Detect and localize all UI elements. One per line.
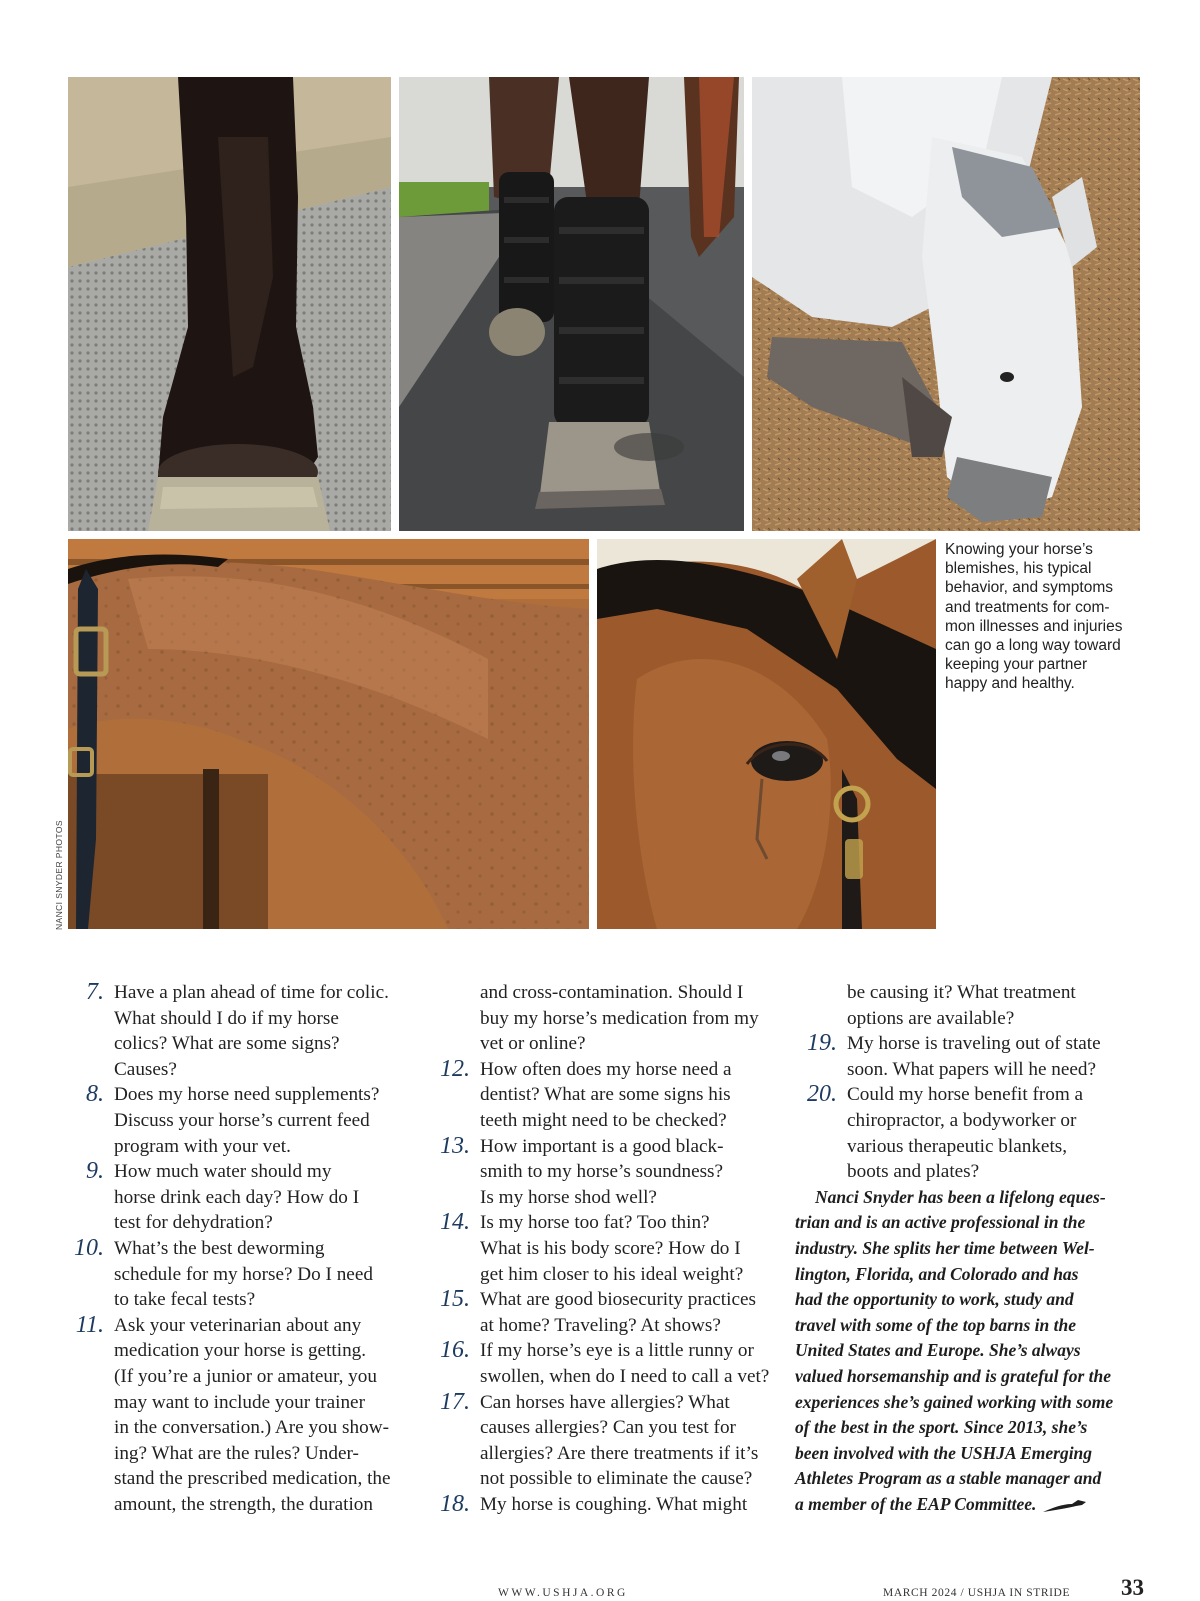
text-line: What’s the best deworming <box>114 1237 325 1259</box>
text-line: to take fecal tests? <box>114 1289 256 1311</box>
text-line: soon. What papers will he need? <box>847 1058 1097 1080</box>
article-column-2 <box>428 980 794 1517</box>
text-line: United States and Europe. She’s always <box>795 1340 1081 1361</box>
caption-line: Knowing your horse’s <box>945 541 1093 558</box>
text-line: How often does my horse need a <box>480 1058 732 1080</box>
question-number: 14. <box>440 1209 470 1236</box>
question-item <box>795 1082 1147 1184</box>
text-line: What are good biosecurity practices <box>480 1289 756 1311</box>
text-line: (If you’re a junior or amateur, you <box>114 1365 377 1387</box>
photo-horse-eye-closeup <box>597 539 936 929</box>
question-item <box>795 1031 1147 1082</box>
question-item <box>428 1134 794 1211</box>
text-line: chiropractor, a bodyworker or <box>847 1109 1077 1131</box>
question-number: 19. <box>807 1030 837 1057</box>
text-line: swollen, when do I need to call a vet? <box>480 1365 770 1387</box>
question-number: 8. <box>86 1081 104 1108</box>
text-line: experiences she’s gained working with some <box>795 1391 1114 1412</box>
text-line: smith to my horse’s soundness? <box>480 1161 724 1183</box>
text-line: Can horses have allergies? What <box>480 1391 730 1413</box>
text-line: teeth might need to be checked? <box>480 1109 727 1131</box>
page-number: 33 <box>1121 1575 1144 1600</box>
text-line: and cross-contamination. Should I <box>480 982 744 1003</box>
text-line: dentist? What are some signs his <box>480 1084 731 1106</box>
question-item <box>62 1236 422 1313</box>
text-line: horse drink each day? How do I <box>114 1186 360 1208</box>
caption-line: can go a long way toward <box>945 637 1121 655</box>
text-line: amount, the strength, the duration <box>114 1493 373 1515</box>
text-line: schedule for my horse? Do I need <box>114 1263 373 1285</box>
question-number: 15. <box>440 1286 470 1313</box>
caption-line: behavior, and symptoms <box>945 579 1114 597</box>
text-line: may want to include your trainer <box>114 1391 365 1413</box>
text-line: in the conversation.) Are you show- <box>114 1417 389 1439</box>
text-line: industry. She splits her time between Wel- <box>795 1237 1095 1258</box>
footer-website: WWW.USHJA.ORG <box>498 1587 628 1599</box>
photo-caption <box>945 540 1145 694</box>
footer-issue: MARCH 2024 / USHJA IN STRIDE <box>883 1587 1071 1599</box>
question-number: 11. <box>75 1311 104 1338</box>
continued-text <box>795 980 1147 1031</box>
text-line: Athletes Program as a stable manager and <box>795 1468 1102 1489</box>
text-line: boots and plates? <box>847 1161 980 1183</box>
text-line: stand the prescribed medication, the <box>114 1468 391 1490</box>
text-line: Is my horse shod well? <box>480 1186 657 1208</box>
caption-line: mon illnesses and injuries <box>945 617 1123 635</box>
text-line: ing? What are the rules? Under- <box>114 1442 359 1464</box>
text-line: been involved with the USHJA Emerging <box>795 1442 1093 1463</box>
question-item <box>62 1313 422 1518</box>
text-line: get him closer to his ideal weight? <box>480 1263 744 1285</box>
text-line: colics? What are some signs? <box>114 1033 340 1055</box>
text-line: Have a plan ahead of time for colic. <box>114 982 389 1003</box>
question-number: 18. <box>440 1490 470 1517</box>
article-column-3 <box>795 980 1147 1517</box>
text-line: had the opportunity to work, study and <box>795 1289 1074 1310</box>
question-item <box>62 980 422 1082</box>
caption-line: blemishes, his typical <box>945 560 1092 578</box>
question-item <box>428 1390 794 1492</box>
text-line: How much water should my <box>114 1161 332 1183</box>
question-number: 9. <box>86 1158 104 1185</box>
caption-line: keeping your partner <box>945 656 1088 674</box>
text-line: Discuss your horse’s current feed <box>114 1109 370 1131</box>
question-number: 12. <box>440 1055 470 1082</box>
text-line: at home? Traveling? At shows? <box>480 1314 721 1336</box>
text-line: a member of the EAP Committee. <box>795 1492 1147 1518</box>
text-line: Ask your veterinarian about any <box>114 1314 362 1336</box>
text-line: travel with some of the top barns in the <box>795 1314 1076 1335</box>
text-line: of the best in the sport. Since 2013, she’s <box>795 1417 1088 1438</box>
text-line: My horse is coughing. What might <box>480 1493 748 1515</box>
continued-text <box>428 980 794 1057</box>
question-item <box>428 1287 794 1338</box>
article-column-1 <box>62 980 422 1517</box>
question-item <box>428 1210 794 1287</box>
question-number: 10. <box>74 1234 104 1261</box>
text-line: How important is a good black- <box>480 1135 724 1157</box>
text-line: What is his body score? How do I <box>480 1237 741 1259</box>
photo-horse-legs-wraps <box>399 77 744 531</box>
text-line: options are available? <box>847 1007 1015 1029</box>
question-item <box>428 1338 794 1389</box>
question-number: 20. <box>807 1081 837 1108</box>
text-line: trian and is an active professional in the <box>795 1212 1086 1233</box>
text-line: program with your vet. <box>114 1135 291 1157</box>
text-line: Nanci Snyder has been a lifelong eques- <box>815 1186 1106 1207</box>
text-line: Does my horse need supplements? <box>114 1084 380 1106</box>
photo-horse-leg-closeup <box>68 77 391 531</box>
author-bio <box>795 1185 1147 1518</box>
question-item <box>62 1159 422 1236</box>
caption-line: and treatments for com- <box>945 598 1110 616</box>
photo-credit: NANCI SNYDER PHOTOS <box>54 820 64 930</box>
text-line: test for dehydration? <box>114 1212 273 1234</box>
text-line: buy my horse’s medication from my <box>480 1007 759 1029</box>
question-number: 17. <box>440 1388 470 1415</box>
text-line: Is my horse too fat? Too thin? <box>480 1212 710 1234</box>
question-number: 7. <box>86 979 104 1005</box>
text-line: vet or online? <box>480 1033 586 1055</box>
text-line: valued horsemanship and is grateful for the <box>795 1365 1112 1386</box>
text-line: allergies? Are there treatments if it’s <box>480 1442 759 1464</box>
question-number: 16. <box>440 1337 470 1364</box>
text-line: causes allergies? Can you test for <box>480 1417 736 1439</box>
horse-end-mark-icon <box>1042 1498 1088 1514</box>
question-item <box>62 1082 422 1159</box>
photo-horse-neck-bumps <box>68 539 589 929</box>
caption-line: happy and healthy. <box>945 675 1075 693</box>
text-line: not possible to eliminate the cause? <box>480 1468 753 1490</box>
text-line: be causing it? What treatment <box>847 982 1076 1003</box>
text-line: My horse is traveling out of state <box>847 1033 1101 1055</box>
text-line: Could my horse benefit from a <box>847 1084 1084 1106</box>
question-number: 13. <box>440 1132 470 1159</box>
text-line: lington, Florida, and Colorado and has <box>795 1263 1079 1284</box>
text-line: What should I do if my horse <box>114 1007 339 1029</box>
text-line: various therapeutic blankets, <box>847 1135 1068 1157</box>
text-line: Causes? <box>114 1058 177 1080</box>
question-item <box>428 1057 794 1134</box>
question-item <box>428 1492 794 1518</box>
text-line: medication your horse is getting. <box>114 1340 367 1362</box>
text-line: If my horse’s eye is a little runny or <box>480 1340 754 1362</box>
photo-gray-horse-lying-down <box>752 77 1140 531</box>
